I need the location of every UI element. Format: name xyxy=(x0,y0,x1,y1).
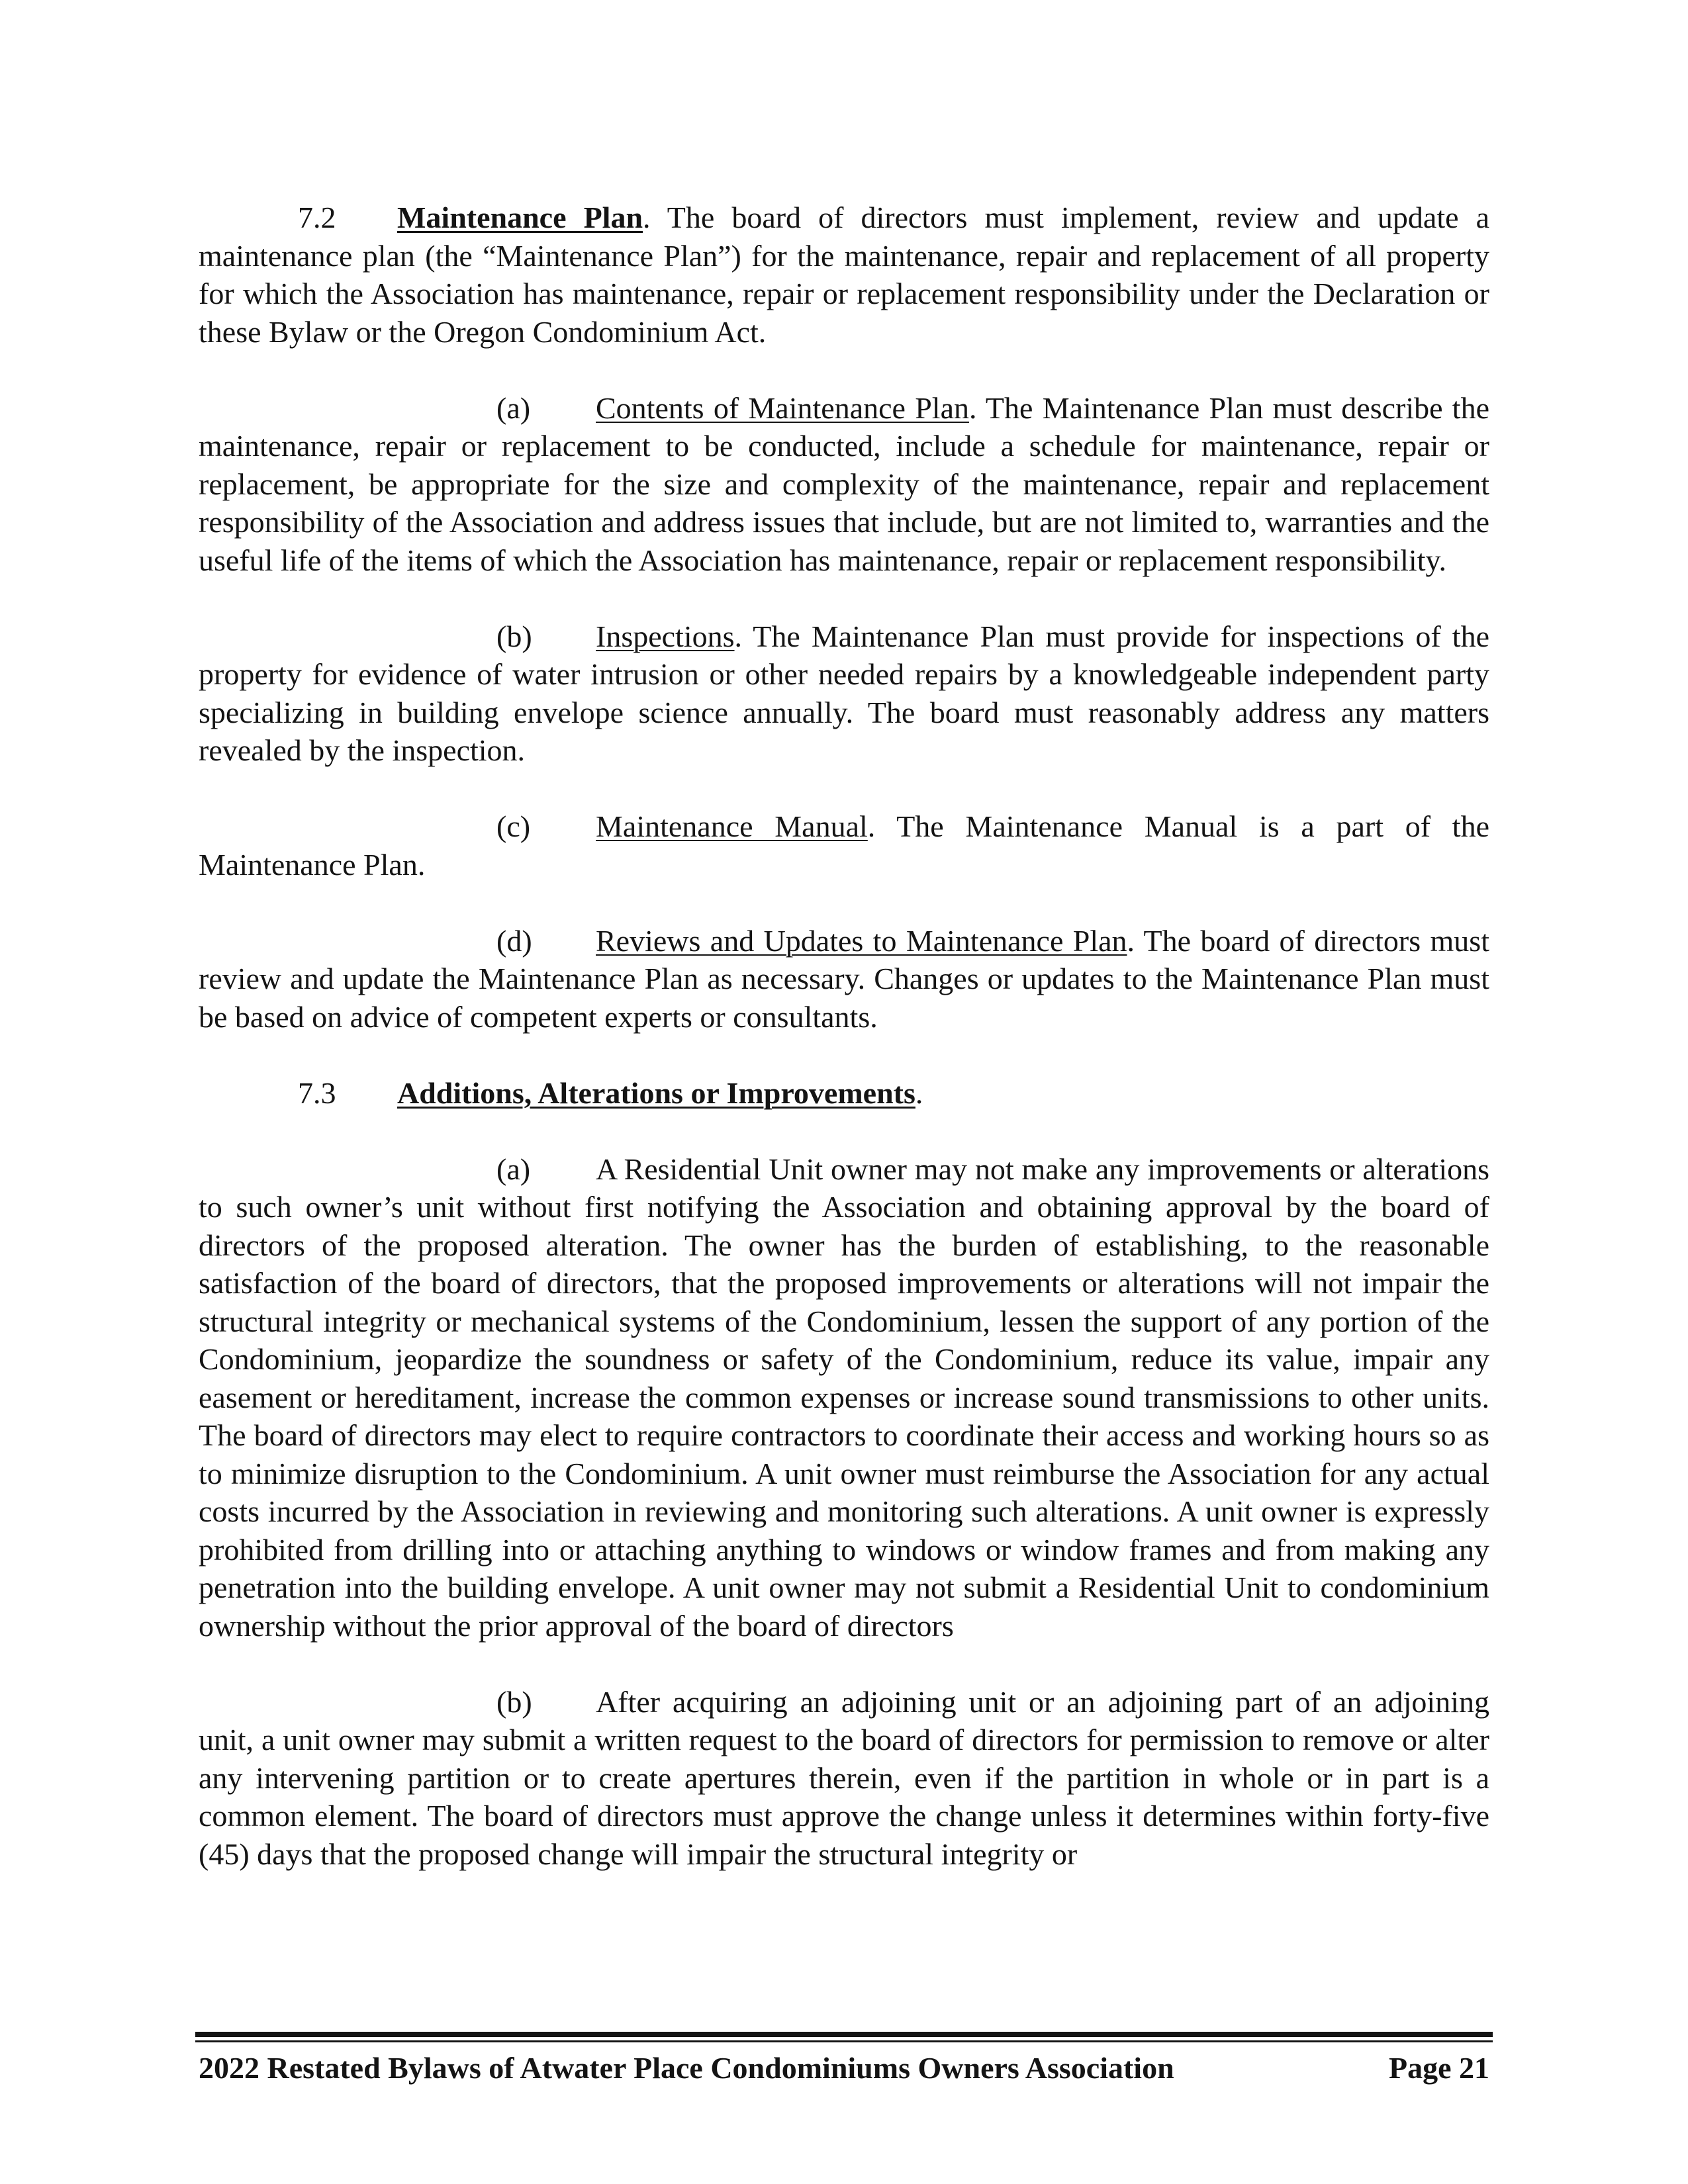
section-number: 7.2 xyxy=(298,201,336,234)
paragraph-text: After acquiring an adjoining unit or an adjoining part of an adjoining unit, a unit owner may submit a written request to the board of directors for permission to remove or alter any intervening partition or to create apertures therein, even if the partition in whole or in part is a common element. The board of directors must approve the change unless it determines within forty-five (45) days that the proposed change will impair the structural integrity or xyxy=(199,1684,1489,1871)
footer-document-title: 2022 Restated Bylaws of Atwater Place Condominiums Owners Association xyxy=(199,2051,1174,2085)
footer-rule-thin xyxy=(195,2040,1493,2042)
paragraph-title: Reviews and Updates to Maintenance Plan xyxy=(596,923,1127,958)
paragraph-text: . The Maintenance Manual is a part of the Maintenance Plan. xyxy=(199,809,1489,882)
paragraph-label: (a) xyxy=(496,1152,531,1186)
paragraph-title: Maintenance Manual xyxy=(596,809,868,843)
section-title: Additions, Alterations or Improvements xyxy=(397,1075,915,1110)
paragraph-text: . The Maintenance Plan must provide for inspections of the property for evidence of water intrusion or other needed repairs by a knowledgeable independent party specializing in building envelope science annually. The board must reasonably address any matters revealed by the inspection. xyxy=(199,619,1489,767)
section-title: Maintenance Plan xyxy=(397,201,643,234)
paragraph-label: (d) xyxy=(496,923,532,958)
paragraph-title: Contents of Maintenance Plan xyxy=(596,390,969,425)
paragraph-7-2-c xyxy=(199,807,1489,884)
paragraph-text: . The Maintenance Plan must describe the maintenance, repair or replacement to be conducted, include a schedule for maintenance, repair or replacement, be appropriate for the size and complexity of the maintenance, repair and replacement responsibility of the Association and address issues that include, but are not limited to, warranties and the useful life of the items of which the Association has maintenance, repair or replacement responsibility. xyxy=(199,390,1489,577)
section-title-period: . xyxy=(915,1075,923,1110)
section-7-3 xyxy=(199,1074,1489,1113)
footer-page-number: Page 21 xyxy=(1388,2051,1489,2085)
page-footer xyxy=(199,2049,1489,2087)
section-7-2 xyxy=(199,199,1489,351)
document-body xyxy=(199,199,1489,1873)
paragraph-label: (b) xyxy=(496,1684,532,1719)
paragraph-label: (b) xyxy=(496,619,532,653)
paragraph-label: (c) xyxy=(496,809,531,843)
paragraph-7-2-b xyxy=(199,617,1489,770)
section-text: . The board of directors must implement, review and update a maintenance plan (the “Maintenance Plan”) for the maintenance, repair and replacement of all property for which the Association has maintenance, repair or replacement responsibility under the Declaration or these Bylaw or the Oregon Condominium Act. xyxy=(199,201,1489,349)
paragraph-text: A Residential Unit owner may not make any improvements or alterations to such owner’s unit without first notifying the Association and obtaining approval by the board of directors of the proposed alteration. The owner has the burden of establishing, to the reasonable satisfaction of the board of directors, that the proposed improvements or alterations will not impair the structural integrity or mechanical systems of the Condominium, lessen the support of any portion of the Condominium, jeopardize the soundness or safety of the Condominium, reduce its value, impair any easement or hereditament, increase the common expenses or increase sound transmissions to other units. The board of directors may elect to require contractors to coordinate their access and working hours so as to minimize disruption to the Condominium. A unit owner must reimburse the Association for any actual costs incurred by the Association in reviewing and monitoring such alterations. A unit owner is expressly prohibited from drilling into or attaching anything to windows or window frames and from making any penetration into the building envelope. A unit owner may not submit a Residential Unit to condominium ownership without the prior approval of the board of directors xyxy=(199,1152,1489,1643)
footer-rule xyxy=(195,2032,1493,2042)
paragraph-7-3-a xyxy=(199,1150,1489,1645)
paragraph-label: (a) xyxy=(496,390,531,425)
section-number: 7.3 xyxy=(298,1075,336,1110)
paragraph-text: . The board of directors must review and update the Maintenance Plan as necessary. Changes or updates to the Maintenance Plan must be based on advice of competent experts or consultants. xyxy=(199,923,1489,1034)
footer-rule-thick xyxy=(195,2032,1493,2037)
paragraph-7-3-b xyxy=(199,1683,1489,1874)
paragraph-7-2-d xyxy=(199,922,1489,1036)
paragraph-7-2-a xyxy=(199,389,1489,580)
paragraph-title: Inspections xyxy=(596,619,735,653)
